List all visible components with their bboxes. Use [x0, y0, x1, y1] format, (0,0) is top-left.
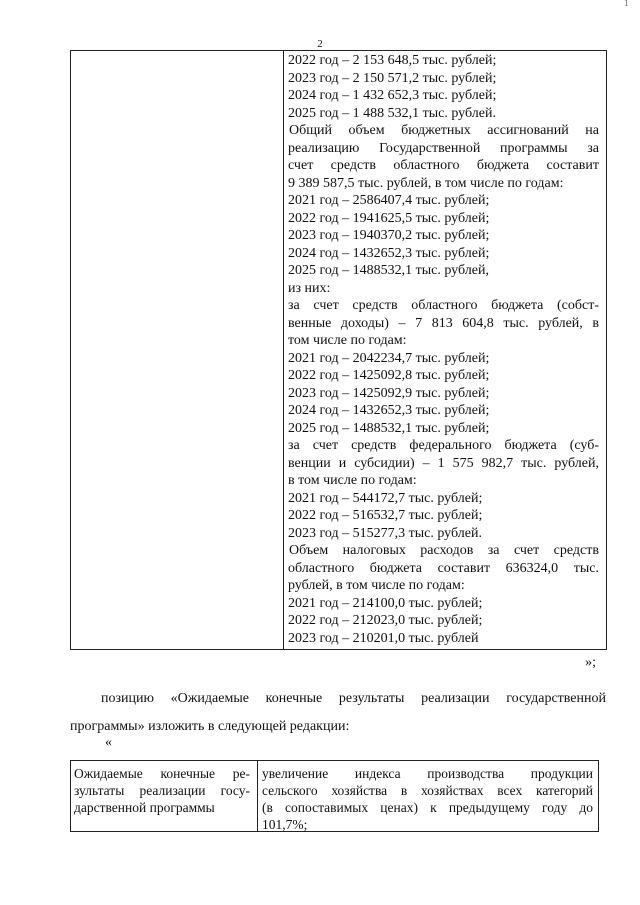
closing-quote: »;	[585, 655, 596, 670]
text-line: 2023 год – 515277,3 тыс. рублей.	[288, 525, 482, 541]
text-line: 2021 год – 544172,7 тыс. рублей;	[288, 490, 483, 506]
text-line: дарственной программы	[74, 800, 215, 815]
text-line: 2024 год – 1432652,3 тыс. рублей;	[288, 403, 490, 418]
text-line: 2021 год – 2042234,7 тыс. рублей;	[288, 350, 490, 366]
text-line: 2024 год – 1 432 652,3 тыс. рублей;	[288, 88, 497, 103]
results-label-cell	[74, 765, 250, 816]
text-line: 2022 год – 516532,7 тыс. рублей;	[288, 508, 483, 523]
text-line: Ожидаемые конечные ре-	[74, 766, 250, 781]
text-line: в том числе по годам:	[288, 473, 417, 488]
page-number: 2	[317, 38, 323, 50]
text-line: 2025 год – 1488532,1 тыс. рублей;	[288, 420, 490, 436]
text-line: венции и субсидии) – 1 575 982,7 тыс. рублей,	[288, 455, 599, 471]
text-line: 2022 год – 2 153 648,5 тыс. рублей;	[288, 53, 497, 68]
text-line: 2025 год – 1 488 532,1 тыс. рублей.	[288, 105, 496, 121]
text-line: областного бюджета составит 636324,0 тыс.	[288, 560, 599, 576]
paragraph-line: программы» изложить в следующей редакции:	[70, 719, 350, 734]
text-line: 2021 год – 214100,0 тыс. рублей;	[288, 595, 483, 611]
text-line: 2025 год – 1488532,1 тыс. рублей,	[288, 263, 489, 278]
text-line: 2023 год – 2 150 571,2 тыс. рублей;	[288, 70, 497, 86]
results-table	[70, 760, 599, 832]
text-line: реализацию Государственной программы за	[288, 140, 599, 156]
budget-allocations-cell	[288, 52, 599, 647]
table-column-divider	[283, 51, 284, 649]
results-value-cell	[262, 765, 593, 833]
text-line: 2023 год – 210201,0 тыс. рублей	[288, 630, 479, 646]
text-line: Общий объем бюджетных ассигнований на	[289, 123, 599, 138]
text-line: венные доходы) – 7 813 604,8 тыс. рублей, в	[288, 315, 599, 331]
text-line: из них:	[288, 280, 331, 296]
text-line: Объем налоговых расходов за счет средств	[289, 543, 599, 558]
text-line: том числе по годам:	[288, 333, 407, 348]
text-line: (в сопоставимых ценах) к предыдущему году до	[262, 800, 593, 815]
page-corner-mark: 1	[624, 0, 629, 8]
budget-table	[70, 50, 607, 650]
text-line: 2021 год – 2586407,4 тыс. рублей;	[288, 193, 490, 208]
text-line: 2023 год – 1425092,9 тыс. рублей;	[288, 385, 490, 401]
text-line: 2024 год – 1432652,3 тыс. рублей;	[288, 245, 490, 261]
amendment-paragraph	[70, 685, 606, 741]
paragraph-line: позицию «Ожидаемые конечные результаты реализации государственной	[101, 691, 606, 706]
text-line: сельского хозяйства в хозяйствах всех категорий	[262, 783, 593, 798]
text-line: за счет средств федерального бюджета (суб-	[288, 438, 599, 453]
table-column-divider	[257, 761, 258, 831]
text-line: 2022 год – 1425092,8 тыс. рублей;	[288, 368, 490, 383]
text-line: счет средств областного бюджета составит	[288, 158, 599, 173]
opening-quote: «	[105, 735, 112, 750]
text-line: 9 389 587,5 тыс. рублей, в том числе по годам:	[288, 175, 564, 191]
text-line: 2022 год – 212023,0 тыс. рублей;	[288, 613, 483, 628]
text-line: 101,7%;	[262, 817, 308, 832]
text-line: 2023 год – 1940370,2 тыс. рублей;	[288, 228, 490, 243]
text-line: 2022 год – 1941625,5 тыс. рублей;	[288, 210, 490, 226]
text-line: зультаты реализации госу-	[74, 783, 250, 798]
text-line: увеличение индекса производства продукции	[262, 766, 593, 781]
text-line: за счет средств областного бюджета (собст-	[288, 298, 599, 313]
text-line: рублей, в том числе по годам:	[288, 578, 465, 593]
